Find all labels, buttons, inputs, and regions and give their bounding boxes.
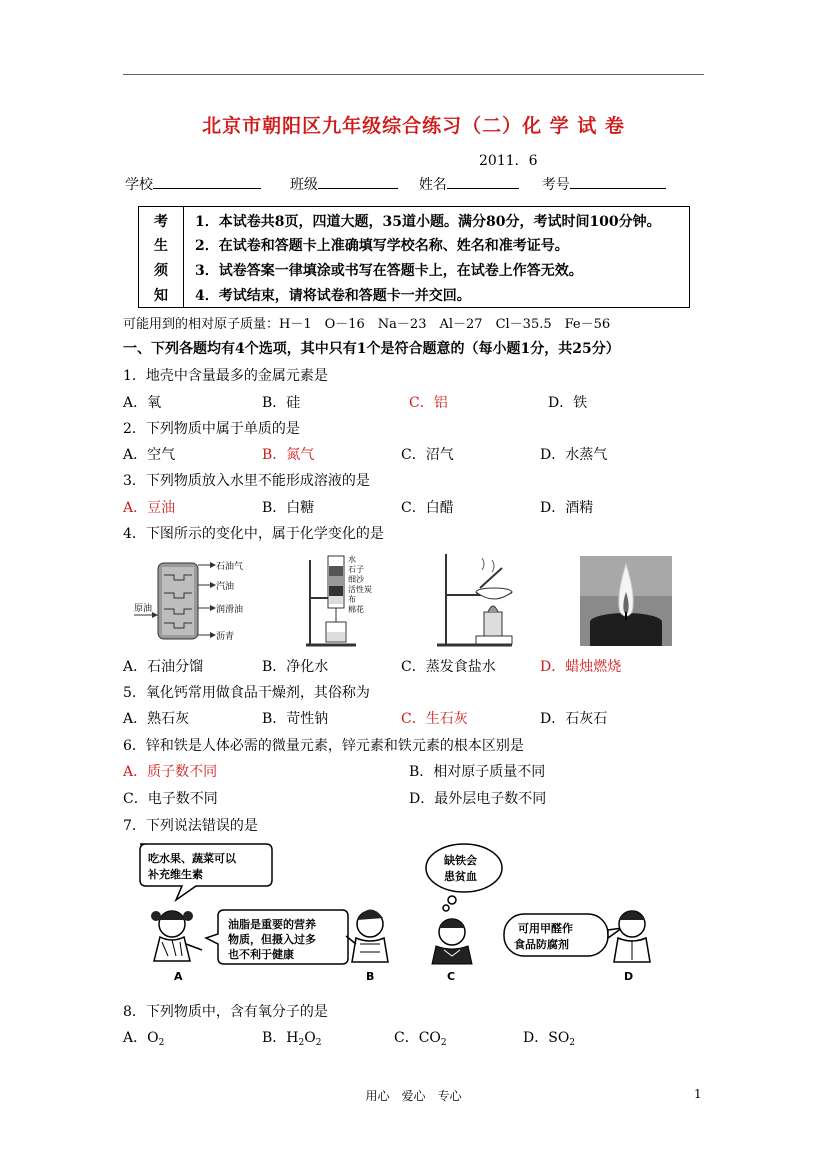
bubble-text: 油脂是重要的营养 <box>228 918 316 931</box>
fig-label: 水 <box>348 555 356 564</box>
person-a-figure <box>151 911 202 961</box>
option-b[interactable]: B．相对原子质量不同 <box>409 764 546 780</box>
fig-label: 活性炭 <box>348 585 372 594</box>
thought-bubble-c <box>426 844 502 892</box>
fig-label: 石油气 <box>216 562 244 572</box>
notice-head-char: 考 <box>154 214 168 230</box>
cartoon-letter: A <box>174 970 183 983</box>
option-c[interactable]: C．电子数不同 <box>123 791 218 807</box>
option-a[interactable]: A．氧 <box>123 395 162 411</box>
question-stem: 7．下列说法错误的是 <box>123 818 258 834</box>
notice-rule: 3．试卷答案一律填涂或书写在答题卡上，在试卷上作答无效。 <box>195 263 583 279</box>
fig-label: 石子 <box>348 565 364 574</box>
question-stem: 1．地壳中含量最多的金属元素是 <box>123 368 328 384</box>
option-c[interactable]: C．白醋 <box>401 500 454 516</box>
option-d[interactable]: D．铁 <box>548 395 588 411</box>
option-b[interactable]: B．白糖 <box>262 500 315 516</box>
bubble-text: 患贫血 <box>444 870 477 883</box>
notice-head-char: 知 <box>154 288 168 304</box>
option-d[interactable]: D．$SO_2$ <box>523 1030 576 1048</box>
field-class-label: 班级 <box>289 177 318 193</box>
option-b[interactable]: B．苛性钠 <box>262 711 329 727</box>
page-number: 1 <box>694 1087 702 1101</box>
question-stem: 5．氧化钙常用做食品干燥剂，其俗称为 <box>123 685 370 701</box>
field-school-blank[interactable] <box>153 174 261 189</box>
option-d[interactable]: D．最外层电子数不同 <box>409 791 547 807</box>
option-c[interactable]: C．$CO_2$ <box>394 1030 447 1048</box>
exam-notice-box <box>138 206 690 308</box>
footer-motto: 用心 爱心 专心 <box>365 1089 462 1103</box>
bubble-text: 食品防腐剂 <box>514 938 569 951</box>
fig-label: 布 <box>348 595 356 604</box>
cartoon-letter: C <box>447 970 456 983</box>
evaporation-figure <box>432 550 527 648</box>
fig-label: 沥青 <box>216 632 235 642</box>
question-stem: 8．下列物质中，含有氧分子的是 <box>123 1004 328 1020</box>
bubble-text: 吃水果、蔬菜可以 <box>148 852 236 865</box>
option-d[interactable]: D．酒精 <box>540 500 594 516</box>
field-id-blank[interactable] <box>570 174 666 189</box>
option-a[interactable]: A．熟石灰 <box>123 711 190 727</box>
field-name-blank[interactable] <box>447 174 519 189</box>
bubble-text: 也不利于健康 <box>228 948 294 961</box>
cartoon-letter: D <box>624 970 634 983</box>
field-id-label: 考号 <box>541 177 570 193</box>
option-a[interactable]: A．空气 <box>123 447 176 463</box>
info-fields <box>125 174 666 194</box>
candle-burning-figure <box>580 556 672 646</box>
option-d[interactable]: D．水蒸气 <box>540 447 608 463</box>
option-a[interactable]: A．石油分馏 <box>123 659 204 675</box>
option-a-answer[interactable]: A．豆油 <box>123 500 176 516</box>
notice-head-char: 生 <box>154 238 168 254</box>
page-title: 北京市朝阳区九年级综合练习（二）化 学 试 卷 <box>202 115 625 137</box>
notice-rule: 1．本试卷共8页，四道大题，35道小题。满分80分，考试时间100分钟。 <box>195 214 661 230</box>
bubble-text: 物质，但摄入过多 <box>228 933 316 946</box>
option-c[interactable]: C．沼气 <box>401 447 454 463</box>
person-d-figure <box>614 911 650 962</box>
question-stem: 4．下图所示的变化中，属于化学变化的是 <box>123 526 384 542</box>
option-a[interactable]: A．$O_2$ <box>123 1030 165 1048</box>
field-class-blank[interactable] <box>318 174 398 189</box>
bubble-text: 可用甲醛作 <box>518 922 573 935</box>
question-stem: 3．下列物质放入水里不能形成溶液的是 <box>123 473 370 489</box>
option-c-answer[interactable]: C．铝 <box>409 395 448 411</box>
field-name-label: 姓名 <box>418 177 447 193</box>
top-rule <box>123 74 704 75</box>
fig-label: 原油 <box>134 604 153 614</box>
notice-rule: 4．考试结束，请将试卷和答题卡一并交回。 <box>195 288 471 304</box>
notice-head <box>139 207 184 307</box>
option-d-answer[interactable]: D．蜡烛燃烧 <box>540 659 622 675</box>
exam-date: 2011．6 <box>479 153 538 169</box>
cartoon-letter: B <box>366 970 375 983</box>
fig-label: 细沙 <box>348 575 364 584</box>
option-b[interactable]: B．净化水 <box>262 659 329 675</box>
option-a-answer[interactable]: A．质子数不同 <box>123 764 218 780</box>
fig-label: 汽油 <box>216 582 235 592</box>
distillation-tower-figure <box>134 553 252 645</box>
question-stem: 6．锌和铁是人体必需的微量元素，锌元素和铁元素的根本区别是 <box>123 738 524 754</box>
fig-label: 棉花 <box>348 605 364 614</box>
fig-label: 润滑油 <box>216 605 244 615</box>
option-c[interactable]: C．蒸发食盐水 <box>401 659 496 675</box>
notice-head-char: 须 <box>154 263 168 279</box>
notice-rule: 2．在试卷和答题卡上准确填写学校名称、姓名和准考证号。 <box>195 238 569 254</box>
person-b-figure <box>346 909 388 962</box>
field-school-label: 学校 <box>125 177 153 193</box>
option-b[interactable]: B．$H_2O_2$ <box>262 1030 322 1048</box>
atomic-masses: 可能用到的相对原子质量：H－1 O－16 Na－23 Al－27 Cl－35.5 Fe－56 <box>123 317 611 332</box>
q7-cartoon-figure <box>132 840 672 985</box>
person-c-figure <box>432 919 472 964</box>
section-heading: 一、下列各题均有4个选项，其中只有1个是符合题意的（每小题1分，共25分） <box>123 341 620 357</box>
option-b-answer[interactable]: B．氮气 <box>262 447 315 463</box>
water-filter-figure <box>296 550 376 648</box>
option-d[interactable]: D．石灰石 <box>540 711 608 727</box>
bubble-text: 缺铁会 <box>444 854 477 867</box>
question-stem: 2．下列物质中属于单质的是 <box>123 421 300 437</box>
option-c-answer[interactable]: C．生石灰 <box>401 711 468 727</box>
bubble-text: 补充维生素 <box>148 868 203 881</box>
option-b[interactable]: B．硅 <box>262 395 301 411</box>
